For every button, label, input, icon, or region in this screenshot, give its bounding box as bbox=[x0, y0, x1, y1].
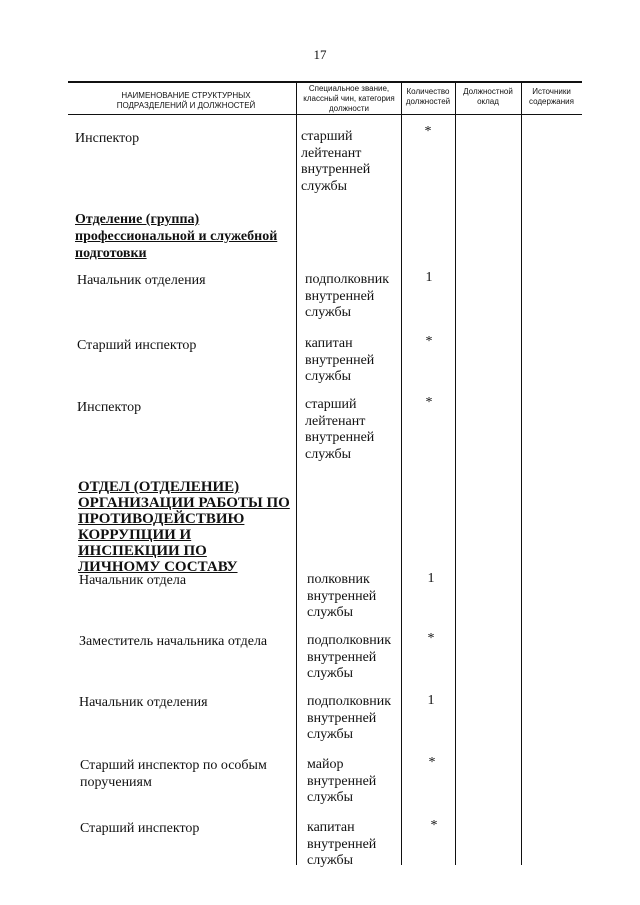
table-header-border bbox=[68, 114, 582, 115]
position-count: * bbox=[425, 334, 433, 349]
rank-cell: подполковник внутренней службы bbox=[305, 272, 389, 320]
table-top-border bbox=[68, 81, 582, 83]
position-name: Старший инспектор bbox=[80, 821, 200, 836]
position-count: * bbox=[430, 818, 438, 833]
rank-cell: подполковник внутренней службы bbox=[307, 694, 391, 742]
column-divider bbox=[296, 81, 297, 865]
position-count: * bbox=[428, 755, 436, 770]
section-title: Отделение (группа) профессиональной и служебной подготовки bbox=[75, 212, 278, 261]
rank-cell: полковник внутренней службы bbox=[307, 572, 377, 620]
rank-cell: подполковник внутренней службы bbox=[307, 633, 391, 681]
position-count: 1 bbox=[427, 693, 435, 708]
rank-cell: старший лейтенант внутренней службы bbox=[301, 129, 371, 194]
header-rank: Специальное звание, классный чин, категория должности bbox=[303, 84, 395, 113]
header-source: Источники содержания bbox=[529, 87, 574, 106]
position-name: Инспектор bbox=[75, 131, 140, 146]
position-name: Начальник отдела bbox=[79, 573, 187, 588]
section-title: ОТДЕЛ (ОТДЕЛЕНИЕ) ОРГАНИЗАЦИИ РАБОТЫ ПО ПРОТИВОДЕЙСТВИЮ КОРРУПЦИИ И ИНСПЕКЦИИ ПО ЛИЧНОМУ СОСТАВУ bbox=[78, 479, 290, 575]
position-name: Старший инспектор bbox=[77, 338, 197, 353]
position-name: Инспектор bbox=[77, 400, 142, 415]
position-count: * bbox=[425, 395, 433, 410]
position-count: * bbox=[424, 124, 432, 139]
page-number: 17 bbox=[313, 47, 327, 62]
rank-cell: старший лейтенант внутренней службы bbox=[305, 397, 375, 462]
position-name: Начальник отделения bbox=[77, 273, 206, 288]
rank-cell: капитан внутренней службы bbox=[307, 820, 377, 868]
position-count: 1 bbox=[425, 270, 433, 285]
header-positions: НАИМЕНОВАНИЕ СТРУКТУРНЫХ ПОДРАЗДЕЛЕНИЙ И ДОЛЖНОСТЕЙ bbox=[116, 91, 256, 110]
position-name: Начальник отделения bbox=[79, 695, 208, 710]
position-name: Старший инспектор по особым поручениям bbox=[80, 758, 267, 790]
column-divider bbox=[455, 81, 456, 865]
column-divider bbox=[521, 81, 522, 865]
rank-cell: капитан внутренней службы bbox=[305, 336, 375, 384]
rank-cell: майор внутренней службы bbox=[307, 757, 377, 805]
header-count: Количество должностей bbox=[405, 87, 451, 106]
position-count: * bbox=[427, 631, 435, 646]
header-salary: Должностной оклад bbox=[463, 87, 513, 106]
column-divider bbox=[401, 81, 402, 865]
position-name: Заместитель начальника отдела bbox=[79, 634, 268, 649]
position-count: 1 bbox=[427, 571, 435, 586]
